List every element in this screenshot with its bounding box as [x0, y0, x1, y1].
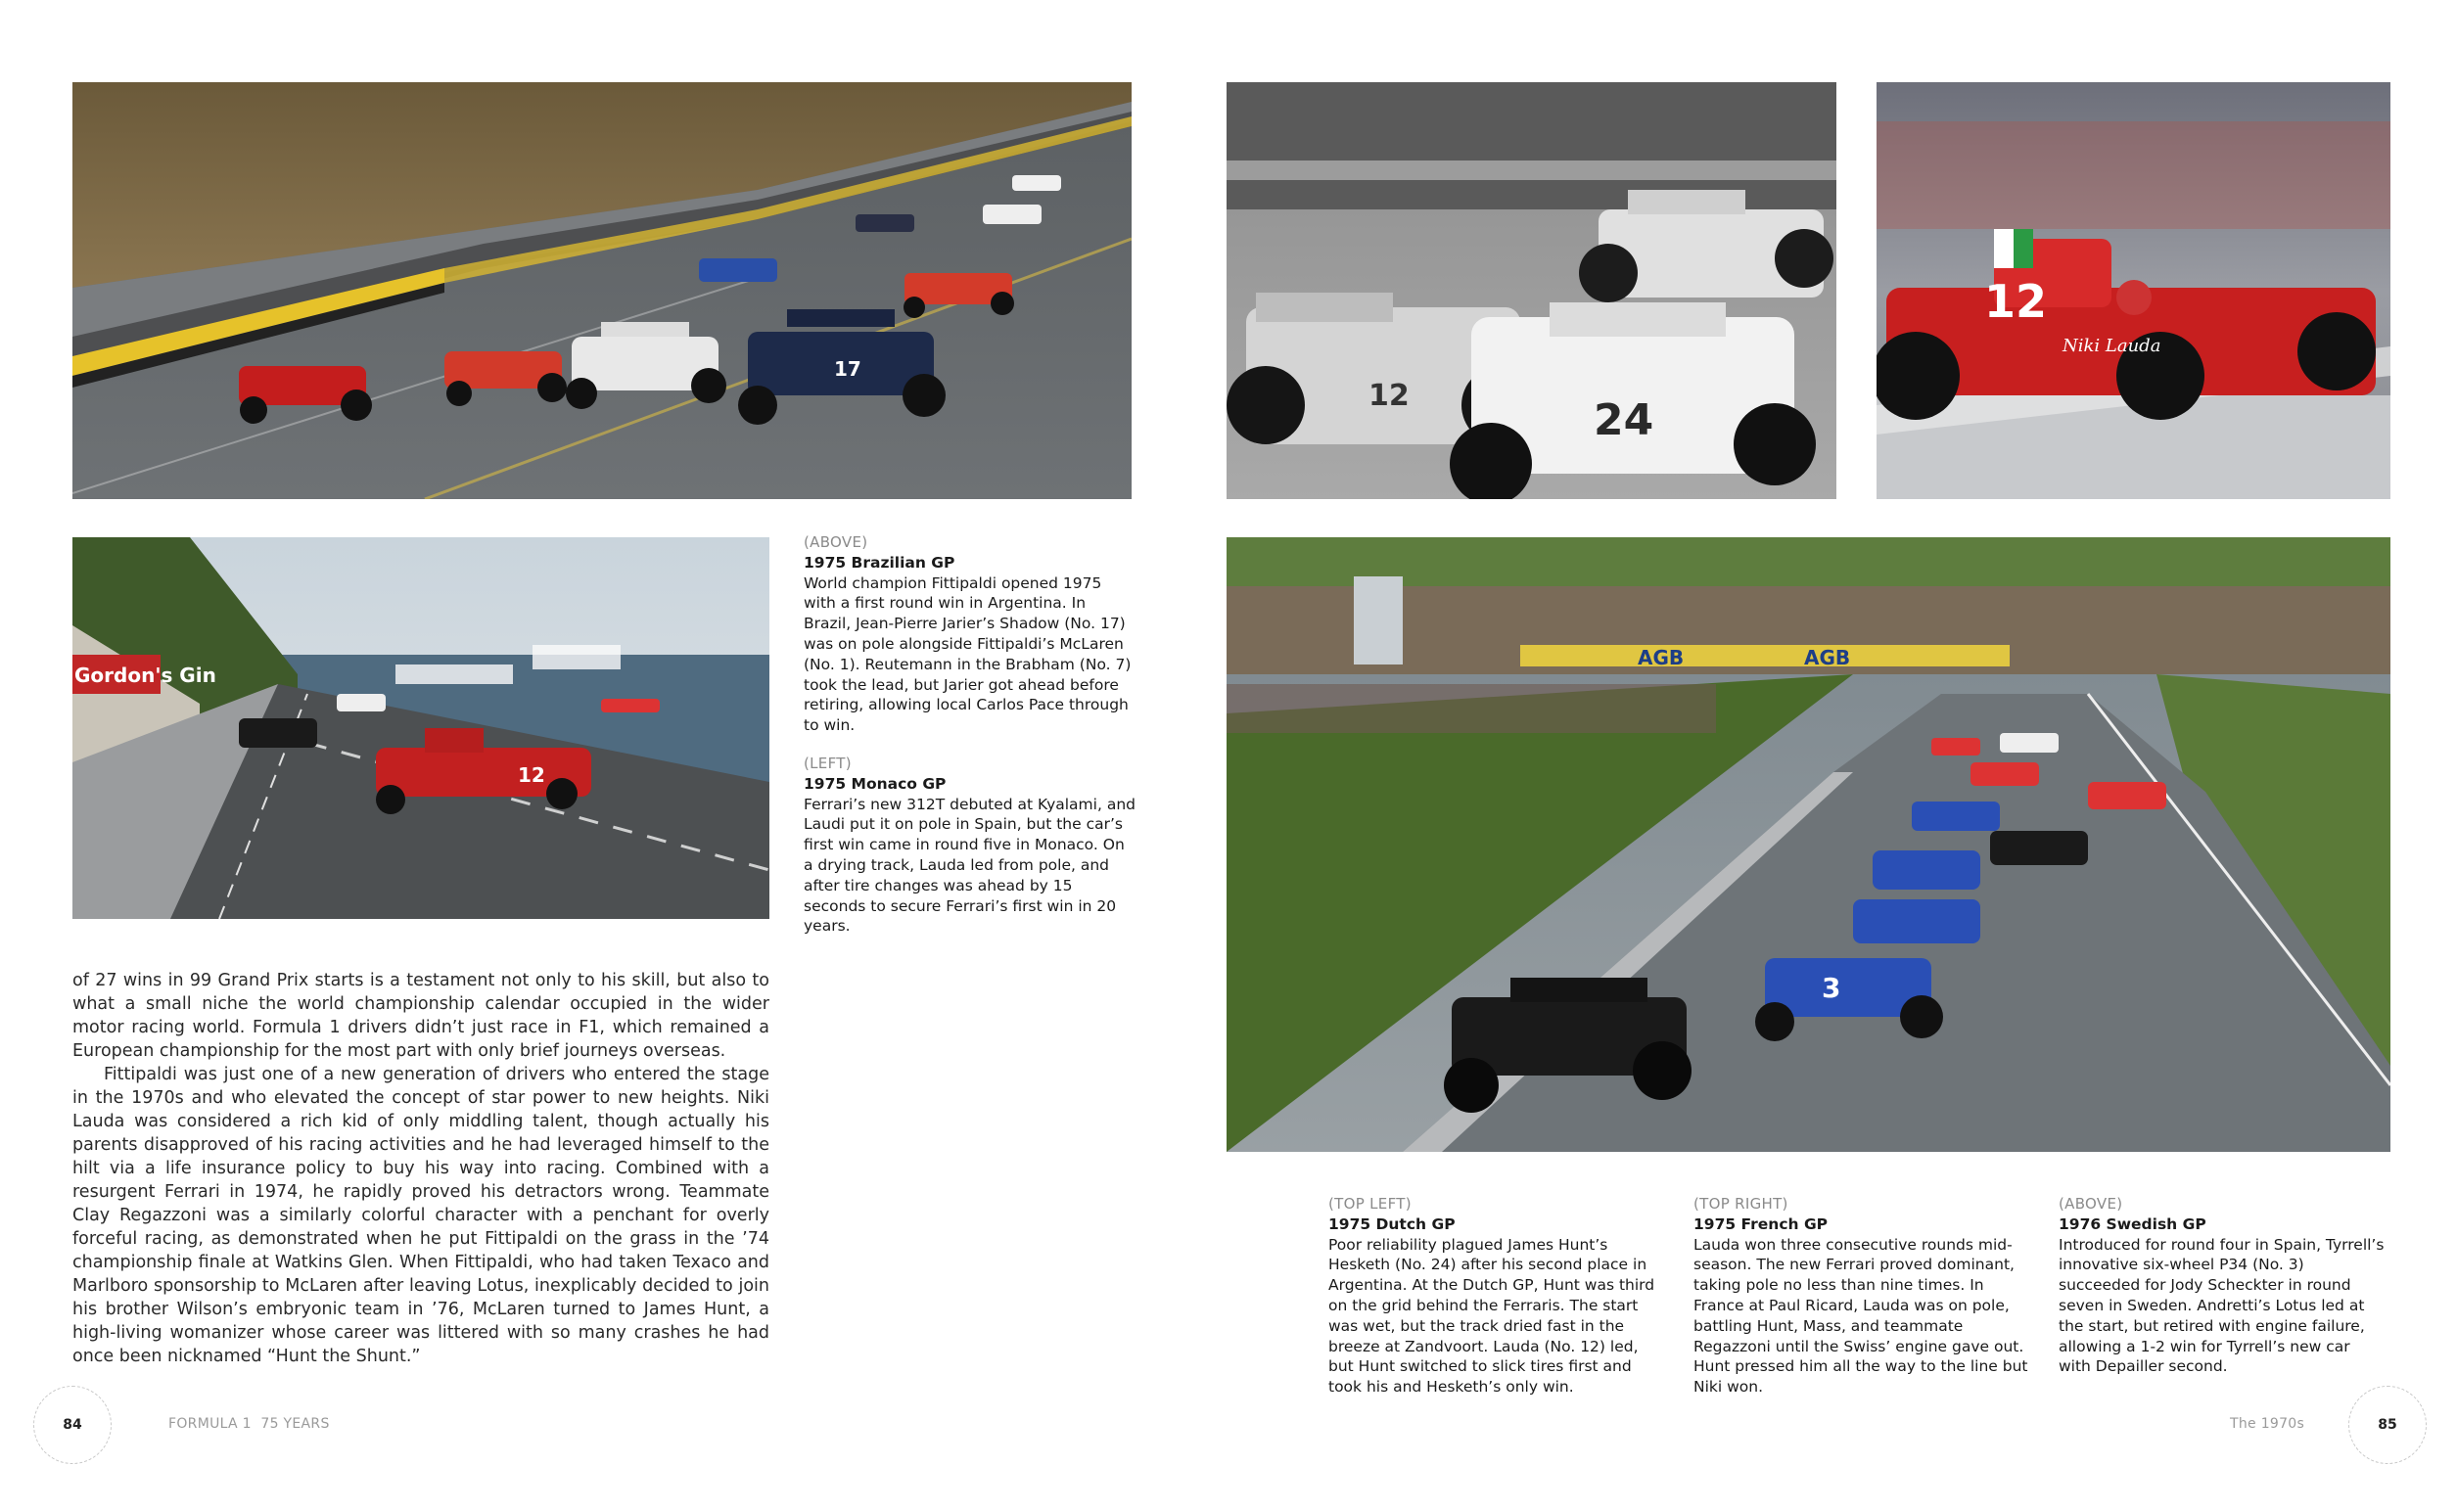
photo-dutch-gp: [1227, 82, 1836, 499]
caption-french-gp: [1693, 1194, 2031, 1397]
photo-french-gp: [1877, 82, 2390, 499]
swedish-gp-image: [1227, 537, 2390, 1152]
captions-left: [804, 532, 1136, 954]
caption-position: (TOP LEFT): [1328, 1195, 1412, 1213]
caption-title: 1975 Monaco GP: [804, 774, 947, 793]
monaco-sign: Gordon's Gin: [74, 664, 216, 687]
caption-text: World champion Fittipaldi opened 1975 with a first round win in Argentina. In Brazil, Jean-Pierre Jarier’s Shadow (No. 17) was on pole alongside Fittipaldi’s McLaren (No. 1). Reutemann in the Brabham (No. 7) took the lead, but Jarier got ahead before retiring, allowing local Carlos Pace through to win.: [804, 573, 1132, 735]
photo-swedish-gp: [1227, 537, 2390, 1152]
monaco-gp-image: [72, 537, 769, 919]
swedish-sign-2: AGB: [1804, 646, 1851, 669]
french-car-driver-name: Niki Lauda: [2063, 336, 2161, 356]
body-paragraph-1: of 27 wins in 99 Grand Prix starts is a testament not only to his skill, but also to what a small niche the world championship calendar occupied in the wider motor racing world. Formula 1 drivers didn’t just race in F1, which remained a European championship for the most part with only brief journeys overseas.: [72, 971, 769, 1061]
photo-monaco-gp: [72, 537, 769, 919]
body-text: [72, 969, 769, 1368]
caption-position: (ABOVE): [804, 533, 868, 551]
caption-dutch-gp: [1328, 1194, 1666, 1397]
caption-brazilian-gp: [804, 532, 1136, 736]
french-gp-image: [1877, 82, 2390, 499]
caption-position: (TOP RIGHT): [1693, 1195, 1788, 1213]
running-head-left: FORMULA 1 75 YEARS: [168, 1416, 330, 1432]
french-car-number: 12: [1984, 275, 2048, 328]
brazilian-gp-image: [72, 82, 1132, 499]
caption-text: Lauda won three consecutive rounds mid-season. The new Ferrari proved dominant, taking pole no less than nine times. In France at Paul Ricard, Lauda was on pole, battling Hunt, Mass, and teammate Regazzoni until the Swiss’ engine gave out. Hunt pressed him all the way to the line but Niki won.: [1693, 1235, 2028, 1397]
swedish-car-number: 3: [1822, 972, 1841, 1004]
caption-position: (ABOVE): [2059, 1195, 2123, 1213]
caption-title: 1976 Swedish GP: [2059, 1214, 2206, 1233]
page-number-right: 85: [2348, 1386, 2427, 1464]
page-number-left: 84: [33, 1386, 112, 1464]
caption-swedish-gp: [2059, 1194, 2387, 1377]
dutch-car-number-1: 12: [1368, 379, 1410, 413]
caption-text: Poor reliability plagued James Hunt’s Hesketh (No. 24) after his second place in Argentina. At the Dutch GP, Hunt was third on the grid behind the Ferraris. The start was wet, but the track dried fast in the breeze at Zandvoort. Lauda (No. 12) led, but Hunt switched to slick tires first and took his and Hesketh’s only win.: [1328, 1235, 1655, 1397]
caption-title: 1975 Brazilian GP: [804, 553, 955, 572]
caption-monaco-gp: [804, 754, 1136, 937]
brazil-car-number: 17: [834, 357, 861, 381]
caption-position: (LEFT): [804, 754, 852, 772]
dutch-gp-image: [1227, 82, 1836, 499]
swedish-sign-1: AGB: [1638, 646, 1685, 669]
caption-title: 1975 French GP: [1693, 1214, 1829, 1233]
running-head-right: The 1970s: [2230, 1416, 2305, 1432]
caption-title: 1975 Dutch GP: [1328, 1214, 1456, 1233]
photo-brazilian-gp: [72, 82, 1132, 499]
monaco-car-number: 12: [518, 763, 545, 787]
caption-text: Ferrari’s new 312T debuted at Kyalami, and Laudi put it on pole in Spain, but the car’s first win came in round five in Monaco. On a drying track, Lauda led from pole, and after tire changes was ahead by 15 seconds to secure Ferrari’s first win in 20 years.: [804, 795, 1136, 936]
caption-text: Introduced for round four in Spain, Tyrrell’s innovative six-wheel P34 (No. 3) succeeded for Jody Scheckter in round seven in Sweden. Andretti’s Lotus led at the start, but retired with engine failure, allowing a 1-2 win for Tyrrell’s new car with Depailler second.: [2059, 1235, 2385, 1376]
dutch-car-number-2: 24: [1594, 395, 1654, 445]
body-paragraph-2: Fittipaldi was just one of a new generation of drivers who entered the stage in the 1970s and who elevated the concept of star power to new heights. Niki Lauda was considered a rich kid of only middling talent, though actually his parents disapproved of his racing activities and he had leveraged himself to the hilt via a life insurance policy to buy his way into racing. Combined with a resurgent Ferrari in 1974, he rapidly proved his detractors wrong. Teammate Clay Regazzoni was a similarly colorful character with a penchant for overly forceful racing, as demonstrated when he put Fittipaldi on the grass in the ’74 championship finale at Watkins Glen. When Fittipaldi, who had taken Texaco and Marlboro sponsorship to McLaren after leaving Lotus, inexplicably decided to join his brother Wilson’s embryonic team in ’76, McLaren turned to James Hunt, a high-living womanizer whose career was littered with so many crashes he had once been nicknamed “Hunt the Shunt.”: [72, 1065, 769, 1366]
